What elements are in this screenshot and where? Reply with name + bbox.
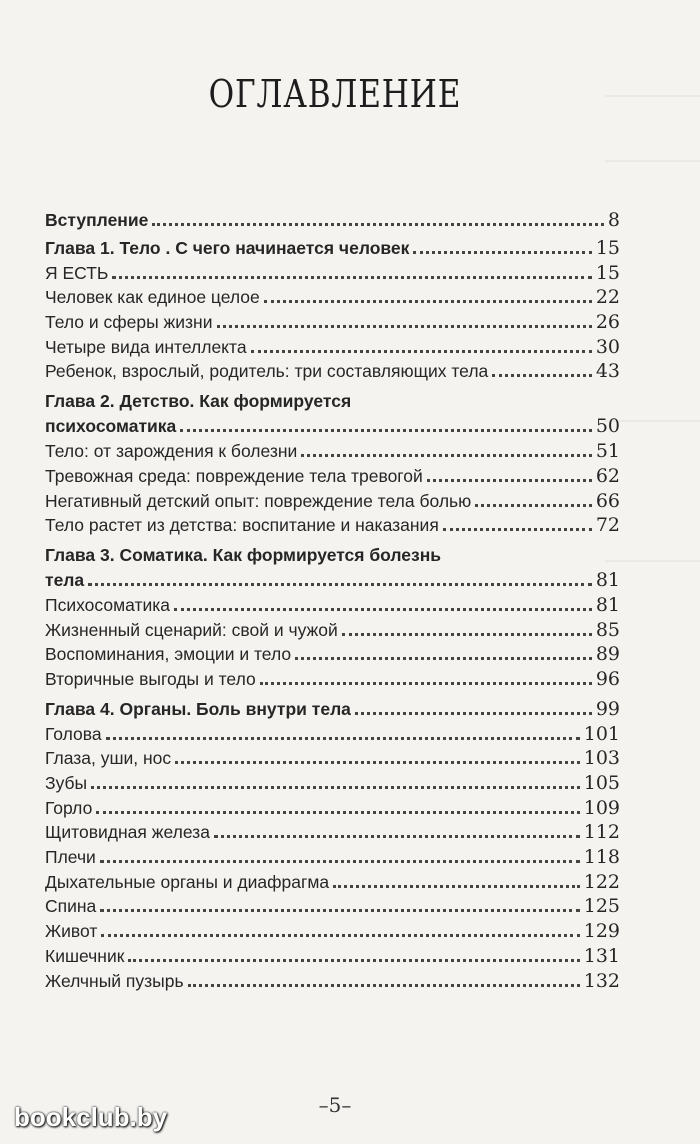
toc-page-number: 105 [583,772,620,794]
toc-chapter-heading: Глава 3. Соматика. Как формируется болезнь [45,545,442,566]
toc-entry [45,337,620,357]
toc-page-number: 26 [595,311,620,334]
toc-page-number: 81 [595,593,620,616]
toc-dot-leader [88,583,592,586]
toc-entry [45,466,620,486]
toc-dot-leader [413,251,591,254]
toc-entry-label: Тревожная среда: повреждение тела тревогой [45,465,423,486]
toc-page-number: 66 [595,489,620,512]
toc-dot-leader [475,504,592,507]
toc-chapter-entry [45,416,620,436]
toc-entry-label: Человек как единое целое [45,287,260,308]
toc-chapter-entry [45,699,620,719]
toc-entry-label: Жизненный сценарий: свой и чужой [45,619,338,640]
toc-entry-label: Воспоминания, эмоции и тело [45,644,292,665]
toc-page-number: 131 [583,944,620,967]
toc-page-number: 43 [595,360,620,383]
toc-page-number: 51 [595,440,620,463]
toc-page-number: 72 [595,514,620,537]
toc-dot-leader [264,300,592,303]
bleed-through-text [605,95,700,97]
toc-page-number: 99 [595,697,620,720]
toc-entry-label: Спина [45,896,97,917]
toc-entry [45,361,620,381]
toc-entry [45,773,620,793]
toc-dot-leader [217,325,592,328]
toc-page-number: 62 [595,464,620,487]
toc-dot-leader [112,276,591,279]
toc-dot-leader [152,223,604,226]
toc-entry-label: Ребенок, взрослый, родитель: три составляющих тела [45,361,489,382]
toc-entry [45,515,620,535]
toc-page-number: 89 [595,643,620,666]
toc-page-number: 81 [595,569,620,592]
toc-dot-leader [492,374,592,377]
toc-dot-leader [333,885,580,888]
toc-dot-leader [260,682,592,685]
toc-entry [45,921,620,941]
toc-entry-label: Тело: от зарождения к болезни [45,441,298,462]
toc-entry-label: Кишечник [45,945,125,966]
toc-entry [45,748,620,768]
toc-page-number: 15 [595,261,620,284]
toc-dot-leader [295,657,592,660]
toc-entry [45,491,620,511]
toc-dot-leader [91,786,580,789]
toc-page-number: 30 [595,335,620,358]
toc-chapter-heading: Глава 2. Детство. Как формируется [45,391,352,412]
toc-page-number: 109 [583,796,620,819]
toc-entry [45,287,620,307]
toc-dot-leader [100,909,579,912]
toc-dot-leader [101,934,579,937]
toc-page-number: 22 [595,286,620,309]
toc-chapter-entry [45,570,620,590]
toc-entry-label: Вступление [45,210,149,230]
toc-entry [45,946,620,966]
toc-entry-label: Тело растет из детства: воспитание и наказания [45,515,439,536]
toc-entry-label: Вторичные выгоды и тело [45,668,256,689]
toc-entry-label: Щитовидная железа [45,822,210,843]
toc-entry [45,971,620,991]
toc-entry-label: Я ЕСТЬ [45,262,109,283]
toc-page-number: 96 [595,667,620,690]
toc-entry-label: Четыре вида интеллекта [45,336,247,357]
toc-entry [45,847,620,867]
toc-entry-label: Зубы [45,773,88,793]
toc-chapter-entry [45,210,620,230]
toc-entry-label: Дыхательные органы и диафрагма [45,871,330,892]
toc-page-number: 8 [607,209,620,231]
toc-entry-label: Живот [45,921,98,942]
toc-dot-leader [180,429,592,432]
toc-page-number: 85 [595,618,620,641]
toc-entry [45,872,620,892]
toc-dot-leader [214,835,580,838]
toc-entry [45,263,620,283]
table-of-contents [45,210,620,995]
toc-entry [45,644,620,664]
toc-entry-label: психосоматика [45,416,177,437]
toc-dot-leader [427,479,592,482]
toc-chapter-entry [45,238,620,258]
bleed-through-text [605,160,700,162]
toc-entry [45,312,620,332]
toc-page-number: 118 [583,846,620,869]
toc-dot-leader [96,811,579,814]
toc-page-number: 125 [583,895,620,918]
toc-entry-label: Глава 4. Органы. Боль внутри тела [45,698,351,719]
toc-dot-leader [128,959,579,962]
page-number: –5– [318,1093,352,1117]
toc-dot-leader [301,454,591,457]
toc-dot-leader [188,984,580,987]
toc-dot-leader [355,712,592,715]
toc-entry-label: Желчный пузырь [45,970,184,991]
toc-page-number: 112 [583,821,620,844]
toc-dot-leader [251,350,592,353]
toc-entry-label: Глава 1. Тело . С чего начинается человек [45,238,410,258]
toc-entry-label: тела [45,570,85,591]
toc-entry-label: Голова [45,723,102,744]
toc-page-number: 129 [583,920,620,943]
toc-entry [45,620,620,640]
toc-entry [45,441,620,461]
toc-dot-leader [100,860,580,863]
toc-dot-leader [106,737,580,740]
toc-entry-label: Горло [45,797,93,818]
toc-entry [45,896,620,916]
toc-dot-leader [342,633,592,636]
toc-entry-label: Глаза, уши, нос [45,748,172,769]
toc-entry-label: Плечи [45,847,96,868]
toc-entry-label: Тело и сферы жизни [45,312,213,333]
toc-page-number: 103 [583,747,620,770]
toc-entry [45,595,620,615]
toc-page-number: 122 [583,870,620,893]
toc-dot-leader [443,528,592,531]
toc-page-number: 132 [583,969,620,992]
toc-dot-leader [174,608,592,611]
toc-entry [45,724,620,744]
toc-page-number: 15 [595,237,620,259]
toc-entry [45,822,620,842]
toc-entry [45,669,620,689]
watermark-logo: bookclub.by [14,1102,168,1132]
toc-entry [45,798,620,818]
toc-dot-leader [175,761,580,764]
page-title: ОГЛАВЛЕНИЕ [208,72,462,116]
toc-entry-label: Негативный детский опыт: повреждение тела болью [45,490,472,511]
toc-page-number: 50 [595,415,620,438]
toc-entry-label: Психосоматика [45,594,171,615]
toc-page-number: 101 [583,722,620,745]
